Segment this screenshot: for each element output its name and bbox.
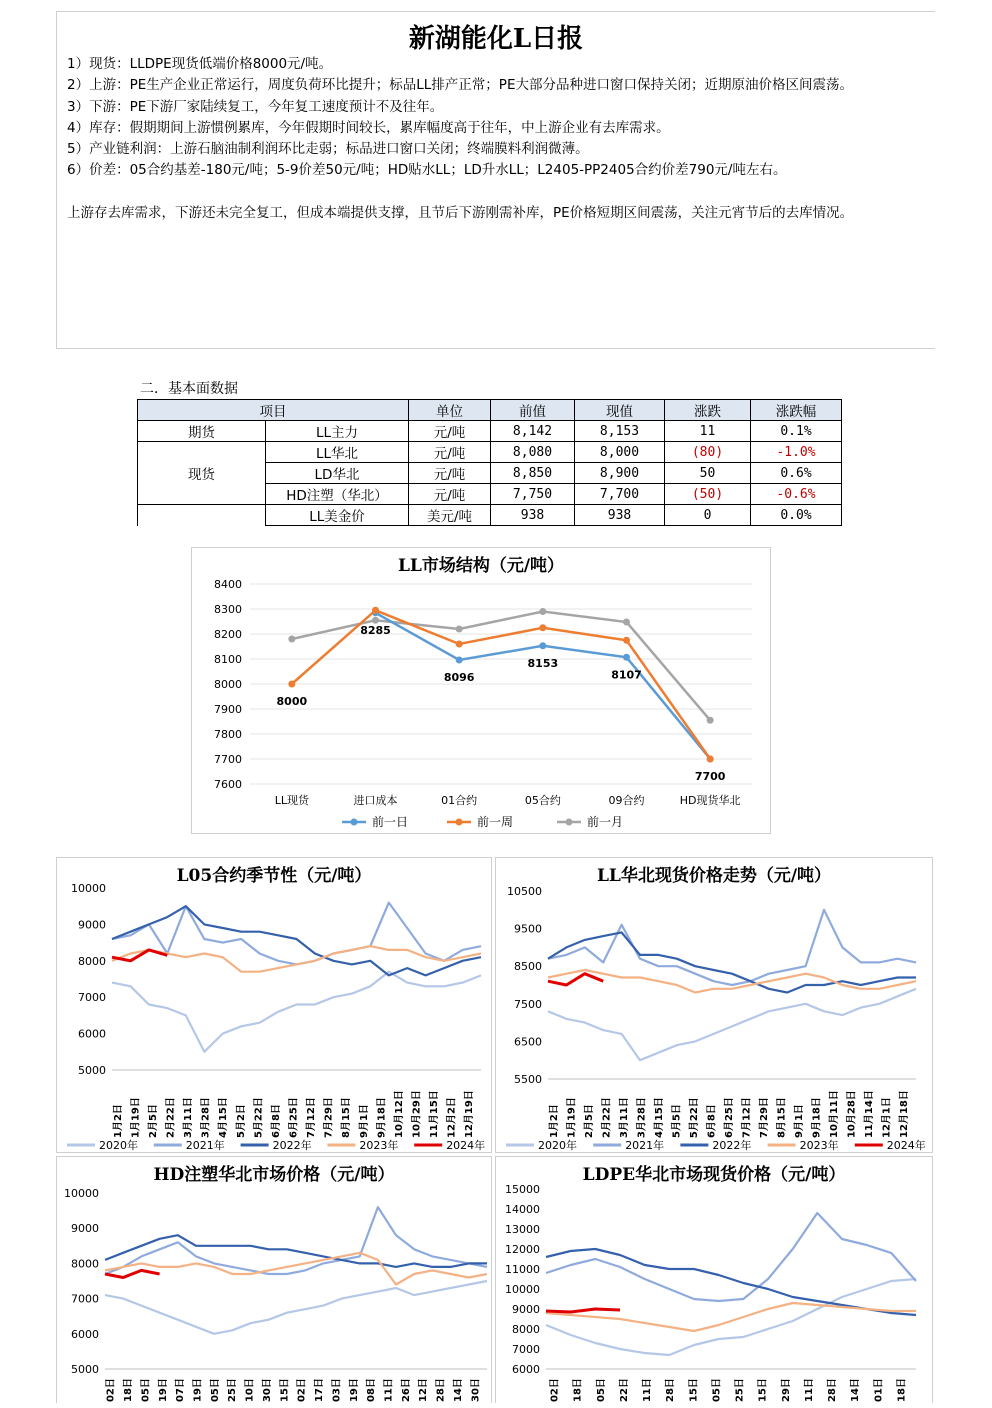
x-tick-label: 12日 bbox=[418, 1378, 430, 1402]
row-chg: (50) bbox=[665, 484, 751, 505]
legend-label: 2020年 bbox=[99, 1139, 138, 1152]
data-point bbox=[707, 756, 714, 763]
x-tick-label: 6月8日 bbox=[706, 1104, 718, 1139]
x-tick-label: 10月29日 bbox=[411, 1090, 423, 1138]
y-tick-label: 12000 bbox=[505, 1243, 540, 1256]
x-tick-label: 8月15日 bbox=[341, 1097, 353, 1138]
series-line bbox=[105, 1281, 487, 1334]
report-title: 新湖能化L日报 bbox=[408, 24, 584, 54]
header-pct: 涨跌幅 bbox=[751, 400, 842, 421]
x-tick-label: 28日 bbox=[435, 1378, 447, 1403]
data-point bbox=[288, 681, 295, 688]
legend-marker bbox=[456, 819, 463, 826]
x-tick-label: 2月22日 bbox=[601, 1097, 613, 1138]
y-tick-label: 9500 bbox=[514, 922, 542, 936]
data-point bbox=[288, 636, 295, 643]
row-chg: 11 bbox=[665, 421, 751, 442]
x-tick-label: 18日 bbox=[572, 1378, 584, 1403]
x-tick-label: 11日 bbox=[803, 1378, 815, 1402]
y-tick-label: 10000 bbox=[71, 882, 106, 895]
x-tick-label: 1月2日 bbox=[548, 1104, 560, 1139]
y-tick-label: 10000 bbox=[64, 1187, 99, 1200]
x-tick-label: 25日 bbox=[734, 1378, 746, 1403]
category-spot: 现货 bbox=[138, 442, 266, 505]
row-prev: 8,080 bbox=[491, 442, 575, 463]
ldpe-north-svg bbox=[496, 1157, 932, 1404]
summary-line: 4）库存：假期期间上游惯例累库，今年假期时间较长，累库幅度高于往年，中上游企业有去库需求。 bbox=[67, 119, 670, 136]
x-tick-label: 7月12日 bbox=[741, 1097, 753, 1138]
summary-conclusion: 上游存去库需求，下游还未完全复工，但成本端提供支撑，且节后下游刚需补库，PE价格短期区间震荡，关注元宵节后的去库情况。 bbox=[67, 204, 854, 221]
x-tick-label: 10月11日 bbox=[829, 1090, 841, 1138]
legend-label: 2020年 bbox=[538, 1139, 577, 1152]
x-tick-label: 09合约 bbox=[608, 794, 645, 807]
market-structure-svg bbox=[192, 548, 770, 833]
data-point bbox=[623, 654, 630, 661]
x-tick-label: 3月11日 bbox=[183, 1097, 195, 1139]
x-tick-label: 02日 bbox=[296, 1378, 308, 1403]
y-tick-label: 15000 bbox=[505, 1183, 540, 1196]
x-tick-label: LL现货 bbox=[274, 794, 309, 807]
row-unit: 元/吨 bbox=[409, 463, 491, 484]
x-tick-label: 5月22日 bbox=[689, 1097, 700, 1139]
y-tick-label: 9000 bbox=[78, 918, 106, 932]
x-tick-label: 4月15日 bbox=[653, 1097, 665, 1138]
row-name: LD华北 bbox=[266, 463, 409, 484]
x-tick-label: 进口成本 bbox=[353, 794, 398, 807]
series-line bbox=[546, 1309, 620, 1312]
x-tick-label: 12月2日 bbox=[446, 1097, 458, 1138]
series-line bbox=[112, 903, 481, 965]
y-tick-label: 8300 bbox=[214, 603, 242, 616]
row-unit: 美元/吨 bbox=[409, 505, 491, 526]
x-tick-label: 4月15日 bbox=[218, 1097, 230, 1138]
row-pct: -1.0% bbox=[751, 442, 842, 463]
data-point bbox=[539, 642, 546, 649]
x-tick-label: 26日 bbox=[400, 1378, 412, 1403]
legend-label: 2023年 bbox=[359, 1139, 399, 1152]
table-row bbox=[138, 505, 842, 526]
y-tick-label: 11000 bbox=[505, 1263, 540, 1276]
data-point bbox=[456, 657, 463, 664]
data-point bbox=[539, 608, 546, 615]
row-unit: 元/吨 bbox=[409, 421, 491, 442]
x-tick-label: 10月28日 bbox=[846, 1090, 858, 1139]
x-tick-label: 02日 bbox=[549, 1378, 561, 1403]
hd-injection-svg bbox=[57, 1157, 491, 1404]
l05-seasonality-svg bbox=[57, 858, 491, 1152]
x-tick-label: 9月1日 bbox=[358, 1104, 370, 1139]
x-tick-label: 12月19日 bbox=[464, 1090, 476, 1138]
y-tick-label: 10500 bbox=[507, 885, 542, 898]
series-line bbox=[112, 972, 481, 1052]
x-tick-label: 05日 bbox=[711, 1378, 723, 1402]
fundamentals-table bbox=[137, 399, 842, 526]
chart-title: LDPE华北市场现货价格（元/吨） bbox=[582, 1165, 846, 1185]
legend-marker bbox=[351, 819, 358, 826]
row-name: LL华北 bbox=[266, 442, 409, 463]
legend-label: 2022年 bbox=[272, 1139, 312, 1152]
x-tick-label: 10日 bbox=[244, 1378, 256, 1403]
x-tick-label: 5月5日 bbox=[671, 1104, 683, 1138]
series-line bbox=[105, 1235, 487, 1267]
x-tick-label: 01合约 bbox=[441, 794, 478, 807]
legend-label: 2024年 bbox=[446, 1139, 486, 1152]
summary-text bbox=[67, 54, 927, 224]
y-tick-label: 9000 bbox=[512, 1303, 540, 1316]
y-tick-label: 14000 bbox=[505, 1203, 540, 1216]
chart-title: LL华北现货价格走势（元/吨） bbox=[596, 866, 832, 886]
legend-label: 2024年 bbox=[886, 1139, 926, 1152]
x-tick-label: 6月8日 bbox=[270, 1104, 282, 1138]
legend-label: 2023年 bbox=[799, 1139, 839, 1152]
summary-line: 1）现货：LLDPE现货低端价格8000元/吨。 bbox=[67, 56, 333, 72]
x-tick-label: 9月1日 bbox=[794, 1104, 806, 1139]
legend-label: 2022年 bbox=[712, 1139, 752, 1152]
legend-label: 2021年 bbox=[625, 1139, 665, 1152]
legend-label: 前一月 bbox=[587, 815, 624, 829]
chart-title: LL市场结构（元/吨） bbox=[397, 556, 565, 576]
header-chg: 涨跌 bbox=[665, 400, 751, 421]
row-curr: 8,153 bbox=[575, 421, 665, 442]
data-point bbox=[456, 626, 463, 633]
data-label: 7700 bbox=[694, 770, 726, 783]
y-tick-label: 7000 bbox=[71, 1292, 99, 1306]
legend-label: 前一日 bbox=[372, 815, 409, 829]
y-tick-label: 5000 bbox=[71, 1363, 99, 1376]
hd-injection-chart bbox=[56, 1156, 492, 1403]
row-curr: 8,900 bbox=[575, 463, 665, 484]
table-row bbox=[138, 442, 842, 463]
x-tick-label: 07日 bbox=[175, 1378, 187, 1402]
series-line bbox=[105, 1207, 487, 1274]
row-prev: 7,750 bbox=[491, 484, 575, 505]
y-tick-label: 8400 bbox=[214, 578, 242, 591]
y-tick-label: 8500 bbox=[514, 960, 542, 974]
row-prev: 8,850 bbox=[491, 463, 575, 484]
x-tick-label: 05日 bbox=[209, 1378, 221, 1403]
x-tick-label: 6月25日 bbox=[288, 1097, 300, 1138]
x-tick-label: HD现货华北 bbox=[679, 794, 741, 807]
row-chg: 50 bbox=[665, 463, 751, 484]
data-point bbox=[539, 624, 546, 631]
chart-title: HD注塑华北市场价格（元/吨） bbox=[153, 1165, 395, 1185]
x-tick-label: 19日 bbox=[157, 1378, 169, 1403]
row-pct: 0.1% bbox=[751, 421, 842, 442]
y-tick-label: 8000 bbox=[71, 1257, 99, 1271]
row-curr: 938 bbox=[575, 505, 665, 526]
x-tick-label: 19日 bbox=[348, 1378, 360, 1403]
x-tick-label: 3月11日 bbox=[618, 1097, 630, 1139]
ll-north-spot-chart bbox=[495, 857, 933, 1153]
legend-marker bbox=[566, 819, 573, 826]
data-point bbox=[707, 717, 714, 724]
legend-label: 2021年 bbox=[185, 1139, 225, 1152]
chart-title: L05合约季节性（元/吨） bbox=[176, 866, 372, 886]
series-line bbox=[112, 946, 481, 972]
y-tick-label: 7500 bbox=[514, 997, 542, 1011]
row-chg: 0 bbox=[665, 505, 751, 526]
y-tick-label: 7000 bbox=[78, 991, 106, 1005]
x-tick-label: 12月18日 bbox=[899, 1090, 911, 1138]
data-label: 8285 bbox=[360, 623, 391, 637]
l05-seasonality-chart bbox=[56, 857, 492, 1153]
y-tick-label: 5000 bbox=[78, 1064, 106, 1077]
y-tick-label: 8200 bbox=[214, 628, 242, 641]
summary-line: 3）下游：PE下游厂家陆续复工，今年复工速度预计不及往年。 bbox=[67, 98, 444, 115]
y-tick-label: 7600 bbox=[214, 778, 242, 791]
y-tick-label: 7000 bbox=[512, 1343, 540, 1356]
y-tick-label: 6500 bbox=[514, 1035, 542, 1049]
y-tick-label: 7700 bbox=[214, 753, 242, 766]
data-label: 8153 bbox=[527, 656, 559, 670]
data-point bbox=[623, 637, 630, 644]
section-title: 二．基本面数据 bbox=[140, 381, 238, 397]
x-tick-label: 25日 bbox=[227, 1378, 239, 1402]
x-tick-label: 22日 bbox=[618, 1378, 630, 1402]
x-tick-label: 15日 bbox=[688, 1378, 700, 1402]
market-structure-chart bbox=[191, 547, 771, 834]
x-tick-label: 1月19日 bbox=[130, 1097, 142, 1139]
header-unit: 单位 bbox=[409, 400, 491, 421]
category-futures: 期货 bbox=[138, 421, 266, 442]
x-tick-label: 2月5日 bbox=[583, 1104, 595, 1138]
x-tick-label: 3月28日 bbox=[200, 1097, 212, 1138]
y-tick-label: 7900 bbox=[214, 703, 242, 716]
row-unit: 元/吨 bbox=[409, 484, 491, 505]
y-tick-label: 6000 bbox=[71, 1327, 99, 1341]
x-tick-label: 5月22日 bbox=[253, 1097, 265, 1139]
x-tick-label: 03日 bbox=[331, 1378, 343, 1402]
summary-line: 5）产业链利润：上游石脑油制利润环比走弱；标品进口窗口关闭；终端膜料利润微薄。 bbox=[67, 141, 589, 158]
summary-line: 6）价差：05合约基差-180元/吨；5-9价差50元/吨；HD贴水LL；LD升水LL；L2405-PP2405合约价差790元/吨左右。 bbox=[67, 162, 787, 179]
x-tick-label: 01日 bbox=[873, 1378, 885, 1402]
row-curr: 8,000 bbox=[575, 442, 665, 463]
ll-north-spot-svg bbox=[496, 858, 932, 1152]
x-tick-label: 05日 bbox=[595, 1378, 607, 1402]
row-name: LL美金价 bbox=[266, 505, 409, 526]
series-line bbox=[548, 989, 916, 1060]
row-prev: 8,142 bbox=[491, 421, 575, 442]
y-tick-label: 8000 bbox=[512, 1323, 540, 1336]
summary-panel bbox=[56, 11, 935, 349]
x-tick-label: 6月25日 bbox=[724, 1097, 735, 1138]
y-tick-label: 6000 bbox=[512, 1363, 540, 1376]
x-tick-label: 05合约 bbox=[524, 794, 561, 807]
row-curr: 7,700 bbox=[575, 484, 665, 505]
x-tick-label: 1月19日 bbox=[566, 1097, 578, 1139]
header-curr: 现值 bbox=[575, 400, 665, 421]
x-tick-label: 9月18日 bbox=[376, 1097, 388, 1139]
y-tick-label: 8100 bbox=[214, 653, 242, 666]
data-point bbox=[623, 619, 630, 626]
y-tick-label: 5500 bbox=[514, 1073, 542, 1086]
x-tick-label: 15日 bbox=[757, 1378, 769, 1403]
x-tick-label: 14日 bbox=[453, 1378, 464, 1403]
y-tick-label: 9000 bbox=[71, 1222, 99, 1236]
x-tick-label: 02日 bbox=[105, 1378, 117, 1403]
x-tick-label: 18日 bbox=[896, 1378, 908, 1402]
x-tick-label: 28日 bbox=[827, 1378, 839, 1403]
x-tick-label: 10月12日 bbox=[393, 1090, 405, 1138]
data-label: 8096 bbox=[443, 671, 475, 684]
row-pct: 0.0% bbox=[751, 505, 842, 526]
x-tick-label: 7月29日 bbox=[323, 1097, 335, 1138]
x-tick-label: 28日 bbox=[665, 1378, 677, 1403]
data-label: 8107 bbox=[611, 668, 642, 682]
x-tick-label: 18日 bbox=[123, 1378, 134, 1402]
x-tick-label: 17日 bbox=[314, 1378, 325, 1402]
data-point bbox=[372, 607, 379, 614]
x-tick-label: 8月15日 bbox=[776, 1097, 788, 1139]
ldpe-north-chart bbox=[495, 1156, 933, 1403]
data-label: 8000 bbox=[276, 695, 308, 708]
x-tick-label: 19日 bbox=[192, 1378, 204, 1402]
y-tick-label: 8000 bbox=[214, 678, 242, 691]
x-tick-label: 08日 bbox=[366, 1378, 378, 1402]
table-row bbox=[138, 421, 842, 442]
x-tick-label: 3月28日 bbox=[636, 1097, 648, 1139]
y-tick-label: 6000 bbox=[78, 1027, 106, 1041]
x-tick-label: 2月22日 bbox=[165, 1097, 177, 1138]
x-tick-label: 1月2日 bbox=[112, 1104, 124, 1139]
series-line bbox=[105, 1253, 487, 1285]
summary-line: 2）上游：PE生产企业正常运行，周度负荷环比提升；标品LL排产正常；PE大部分品种进口窗口保持关闭；近期原油价格区间震荡。 bbox=[67, 77, 853, 94]
x-tick-label: 30日 bbox=[262, 1378, 273, 1403]
row-pct: 0.6% bbox=[751, 463, 842, 484]
series-line bbox=[546, 1213, 916, 1301]
series-line bbox=[546, 1249, 916, 1315]
x-tick-label: 5月2日 bbox=[235, 1104, 247, 1139]
x-tick-label: 9月18日 bbox=[811, 1097, 823, 1138]
row-name: LL主力 bbox=[266, 421, 409, 442]
y-tick-label: 13000 bbox=[505, 1223, 540, 1236]
x-tick-label: 14日 bbox=[850, 1378, 862, 1403]
data-point bbox=[456, 641, 463, 648]
x-tick-label: 11日 bbox=[383, 1378, 395, 1402]
x-tick-label: 7月29日 bbox=[759, 1097, 770, 1138]
x-tick-label: 15日 bbox=[279, 1378, 291, 1402]
y-tick-label: 7800 bbox=[214, 728, 242, 741]
row-chg: (80) bbox=[665, 442, 751, 463]
header-prev: 前值 bbox=[491, 400, 575, 421]
x-tick-label: 11月15日 bbox=[429, 1090, 441, 1139]
x-tick-label: 7月12日 bbox=[306, 1097, 318, 1139]
x-tick-label: 11月14日 bbox=[864, 1090, 876, 1139]
x-tick-label: 11日 bbox=[642, 1378, 654, 1403]
x-tick-label: 29日 bbox=[780, 1378, 792, 1402]
row-unit: 元/吨 bbox=[409, 442, 491, 463]
row-name: HD注塑（华北） bbox=[266, 484, 409, 505]
y-tick-label: 10000 bbox=[505, 1283, 540, 1296]
x-tick-label: 30日 bbox=[470, 1378, 482, 1402]
y-tick-label: 8000 bbox=[78, 954, 106, 968]
row-prev: 938 bbox=[491, 505, 575, 526]
x-tick-label: 2月5日 bbox=[147, 1104, 159, 1138]
x-tick-label: 12月1日 bbox=[881, 1097, 893, 1138]
data-point bbox=[372, 617, 379, 624]
row-pct: -0.6% bbox=[751, 484, 842, 505]
table-header-row bbox=[138, 400, 842, 421]
header-item: 项目 bbox=[138, 400, 409, 421]
x-tick-label: 05日 bbox=[140, 1378, 152, 1402]
legend-label: 前一周 bbox=[477, 815, 514, 829]
